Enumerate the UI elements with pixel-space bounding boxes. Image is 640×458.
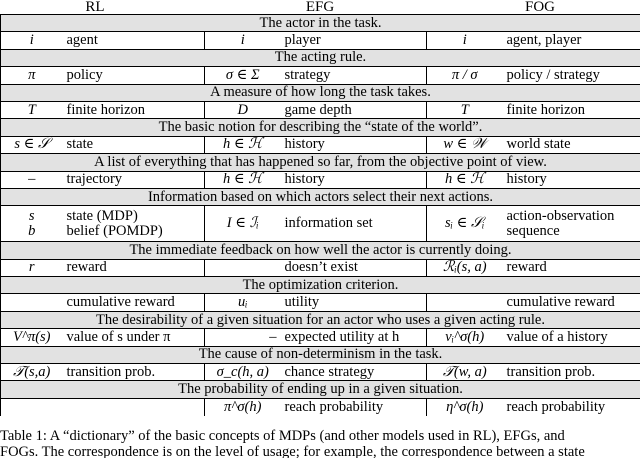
rl-symbol-line: b <box>28 222 36 239</box>
section-header-row <box>1 154 640 171</box>
fog-symbol: 𝒯(w, a) <box>442 363 487 380</box>
fog-name: finite horizon <box>503 101 640 118</box>
table-caption <box>0 428 640 458</box>
table-row <box>1 259 640 276</box>
section-header: A list of everything that has happened so far, from the objective point of view. <box>1 154 640 171</box>
section-header-row <box>1 119 640 136</box>
rl-symbol: 𝒯(s,a) <box>1 364 63 381</box>
rl-name: cumulative reward <box>63 294 205 311</box>
fog-symbol: η^σ(h) <box>446 398 484 415</box>
efg-symbol <box>205 259 281 276</box>
section-header-row <box>1 277 640 294</box>
fog-name: history <box>503 171 640 188</box>
table-row <box>1 364 640 381</box>
section-header: The cause of non-determinism in the task. <box>1 346 640 363</box>
fog-name: world state <box>503 136 640 153</box>
table-row <box>1 329 640 346</box>
column-header-rl: RL <box>85 0 105 15</box>
rl-symbol: π <box>1 67 63 84</box>
fog-symbol: ℛᵢ(s, a) <box>442 259 487 276</box>
table-row <box>1 206 640 242</box>
rl-symbol-line: s <box>28 207 35 224</box>
fog-name: reach probability <box>503 398 640 415</box>
concept-dictionary-table <box>0 14 640 416</box>
rl-name-line: state (MDP) <box>66 207 138 224</box>
section-header-row <box>1 311 640 328</box>
fog-name: cumulative reward <box>503 294 640 311</box>
efg-symbol: σ_c(h, a) <box>216 363 269 380</box>
table-row <box>1 171 640 188</box>
rl-symbol <box>1 398 63 415</box>
rl-name: reward <box>63 259 205 276</box>
section-header-row <box>1 242 640 259</box>
rl-symbol: T <box>1 101 63 118</box>
rl-symbol <box>1 206 63 242</box>
section-header: The probability of ending up in a given situation. <box>1 381 640 398</box>
table-row <box>1 32 640 49</box>
rl-symbol: i <box>1 32 63 49</box>
section-header-row <box>1 84 640 101</box>
section-header: The immediate feedback on how well the actor is currently doing. <box>1 242 640 259</box>
rl-name: trajectory <box>63 171 205 188</box>
efg-name: game depth <box>281 101 427 118</box>
efg-name: doesn’t exist <box>281 259 427 276</box>
efg-name: information set <box>281 206 427 242</box>
fog-name: policy / strategy <box>503 67 640 84</box>
section-header-row <box>1 15 640 32</box>
section-header: The basic notion for describing the “state of the world”. <box>1 119 640 136</box>
fog-name-line: sequence <box>506 222 560 239</box>
rl-symbol: – <box>1 171 63 188</box>
caption-line-1: Table 1: A “dictionary” of the basic concepts of MDPs (and other models used in RL), EFGs, and <box>0 428 565 444</box>
efg-name: player <box>281 32 427 49</box>
efg-symbol: – <box>269 328 277 345</box>
efg-symbol: I ∈ ℐᵢ <box>226 215 259 232</box>
efg-symbol: i <box>240 32 245 49</box>
fog-symbol: π / σ <box>451 66 478 83</box>
section-header: The actor in the task. <box>1 15 640 32</box>
efg-name: chance strategy <box>281 364 427 381</box>
fog-name: reward <box>503 259 640 276</box>
efg-name: strategy <box>281 67 427 84</box>
efg-name: history <box>281 171 427 188</box>
rl-name: finite horizon <box>63 101 205 118</box>
section-header-row <box>1 188 640 205</box>
efg-name: expected utility at h <box>281 329 427 346</box>
section-header: The optimization criterion. <box>1 277 640 294</box>
fog-name: agent, player <box>503 32 640 49</box>
table-row <box>1 398 640 415</box>
section-header: Information based on which actors select their next actions. <box>1 188 640 205</box>
efg-symbol: h ∈ ℋ <box>222 136 263 153</box>
section-header-row <box>1 49 640 66</box>
fog-symbol: i <box>462 32 467 49</box>
rl-symbol: r <box>1 259 63 276</box>
rl-name-line: belief (POMDP) <box>66 222 163 239</box>
rl-name: transition prob. <box>63 364 205 381</box>
efg-name: utility <box>281 294 427 311</box>
caption-line-2: FOGs. The correspondence is on the level of usage; for example, the correspondence between a state <box>0 444 585 458</box>
efg-symbol: π^σ(h) <box>224 398 262 415</box>
fog-symbol <box>427 294 503 311</box>
fog-name-line: action-observation <box>506 207 615 224</box>
rl-symbol: s ∈ 𝒮 <box>1 136 63 153</box>
section-header: A measure of how long the task takes. <box>1 84 640 101</box>
table-row <box>1 67 640 84</box>
rl-name <box>63 398 205 415</box>
rl-name: value of s under π <box>63 329 205 346</box>
section-header-row <box>1 381 640 398</box>
efg-symbol: uᵢ <box>237 294 248 311</box>
fog-symbol: w ∈ 𝒲 <box>443 136 487 153</box>
rl-name <box>63 206 205 242</box>
efg-symbol: σ ∈ Σ <box>225 66 260 83</box>
section-header: The acting rule. <box>1 49 640 66</box>
rl-name: agent <box>63 32 205 49</box>
section-header-row <box>1 346 640 363</box>
efg-symbol: h ∈ ℋ <box>222 171 263 188</box>
fog-symbol: T <box>460 101 469 118</box>
fog-name <box>503 206 640 242</box>
fog-symbol: sᵢ ∈ 𝒮ᵢ <box>445 215 485 232</box>
rl-symbol: V^π(s) <box>1 329 63 346</box>
column-header-fog: FOG <box>524 0 555 15</box>
efg-symbol: D <box>237 101 248 118</box>
table-row <box>1 136 640 153</box>
fog-symbol: vᵢ^σ(h) <box>445 328 485 345</box>
section-header: The desirability of a given situation for an actor who uses a given acting rule. <box>1 311 640 328</box>
efg-name: reach probability <box>281 398 427 415</box>
table-row <box>1 294 640 311</box>
rl-symbol <box>1 294 63 311</box>
table-row <box>1 101 640 118</box>
efg-name: history <box>281 136 427 153</box>
fog-name: transition prob. <box>503 364 640 381</box>
fog-name: value of a history <box>503 329 640 346</box>
fog-symbol: h ∈ ℋ <box>444 171 485 188</box>
rl-name: policy <box>63 67 205 84</box>
column-header-efg: EFG <box>305 0 335 15</box>
rl-name: state <box>63 136 205 153</box>
